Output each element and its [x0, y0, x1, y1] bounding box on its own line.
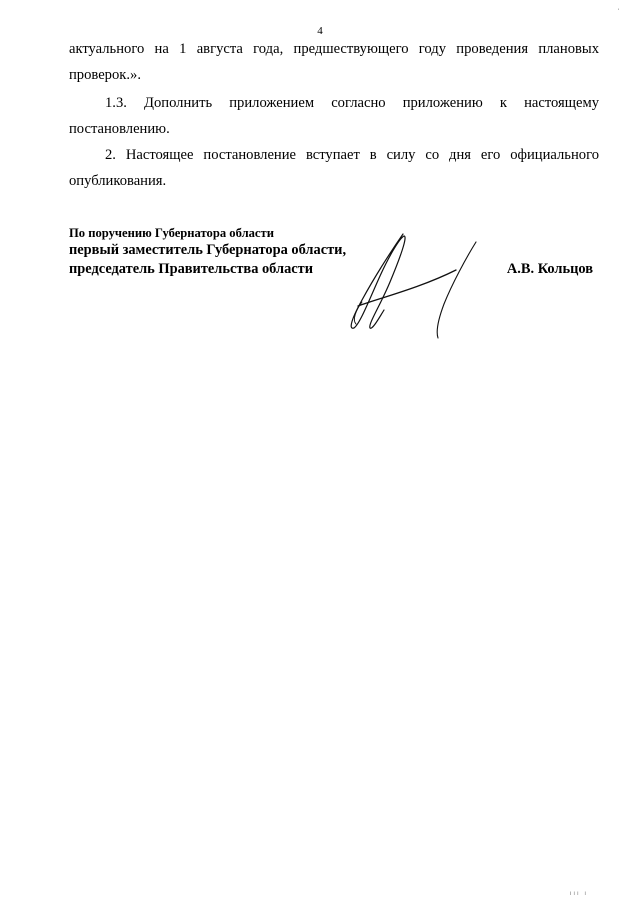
signature-position-line-2: председатель Правительства области [69, 261, 314, 277]
paragraph-2-line-1: 1.3. Дополнить приложением согласно приложению к настоящему [105, 95, 599, 111]
paragraph-1-line-2: проверок.». [69, 67, 141, 83]
paragraph-3-line-2: опубликования. [69, 173, 167, 189]
signature-authority-line: По поручению Губернатора области [69, 226, 274, 240]
paragraph-2 [69, 90, 599, 142]
handwritten-signature [340, 228, 490, 344]
paragraph-2-line-2: постановлению. [69, 121, 170, 137]
signatory-name: А.В. Кольцов [506, 261, 593, 277]
page-number: 4 [317, 25, 323, 37]
footer-scan-mark: ııı ı [569, 891, 588, 897]
signature-block [69, 225, 599, 279]
paragraph-1 [69, 36, 599, 88]
corner-mark: ˌ [617, 0, 620, 10]
paragraph-3-line-1: 2. Настоящее постановление вступает в силу со дня его официального [105, 147, 599, 163]
paragraph-1-line-1: актуального на 1 августа года, предшествующего году проведения плановых [69, 41, 599, 57]
signature-position-line-1: первый заместитель Губернатора области, [69, 242, 347, 258]
paragraph-3 [69, 142, 599, 194]
